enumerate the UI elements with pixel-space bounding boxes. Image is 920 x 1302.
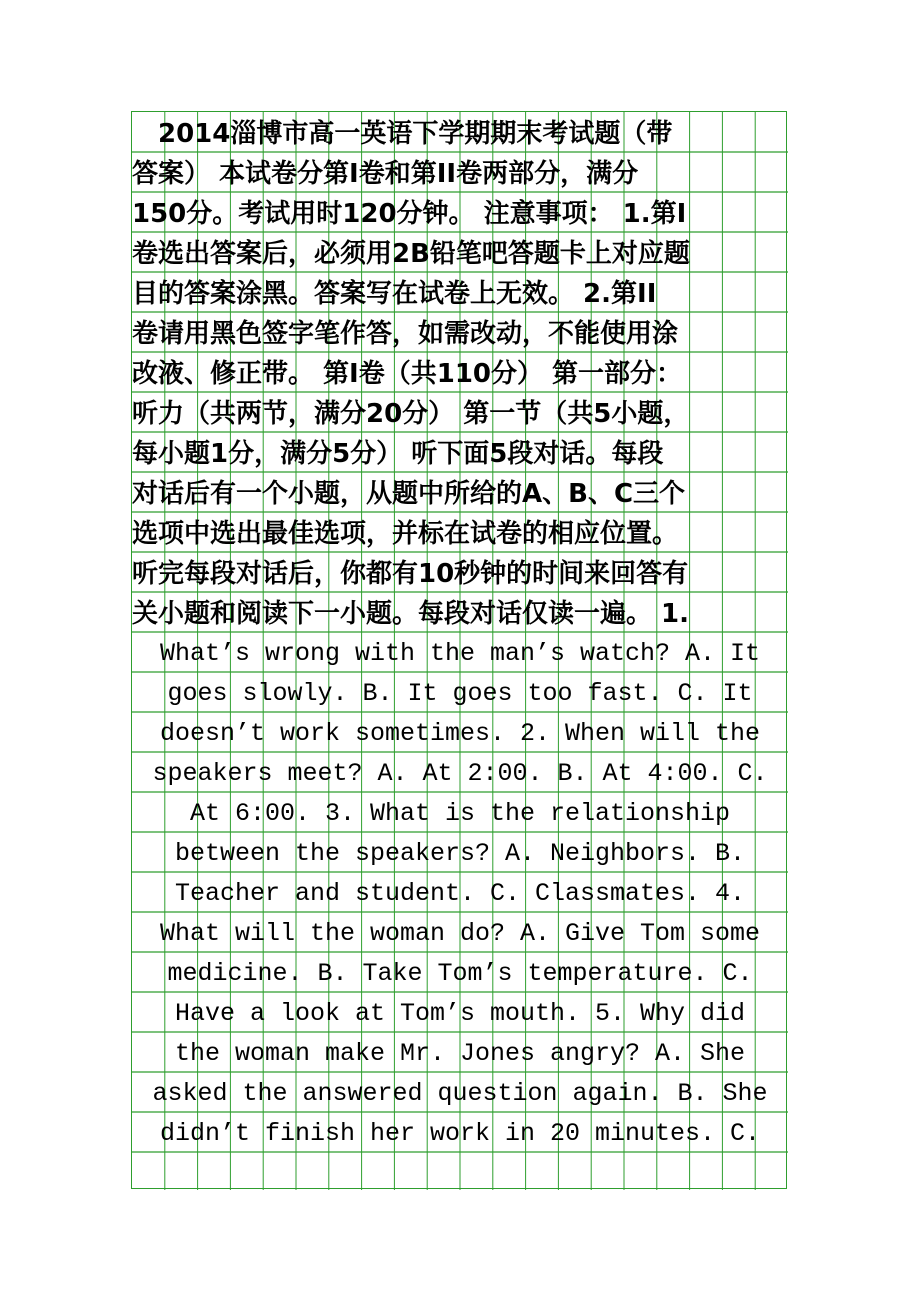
text-line: speakers meet? A. At 2:00. B. At 4:00. C. (152, 759, 768, 788)
text-line: asked the answered question again. B. She (152, 1079, 768, 1108)
text-line: 听力（共两节，满分20分） 第一节（共5小题， (132, 399, 690, 429)
text-line: 改液、修正带。 第I卷（共110分） 第一部分： (132, 359, 683, 389)
text-body (132, 112, 788, 1190)
text-line: What will the woman do? A. Give Tom some (159, 919, 761, 948)
text-line: between the speakers? A. Neighbors. B. (174, 839, 746, 868)
answer-sheet (131, 111, 787, 1189)
text-line: 对话后有一个小题，从题中所给的A、B、C三个 (132, 479, 686, 509)
text-line: What’s wrong with the man’s watch? A. It (159, 639, 761, 668)
text-line: 目的答案涂黑。答案写在试卷上无效。 2.第II (132, 279, 657, 309)
text-line: Teacher and student. C. Classmates. 4. (174, 879, 746, 908)
text-line: 答案） 本试卷分第I卷和第II卷两部分，满分 (132, 159, 639, 189)
text-line: didn’t finish her work in 20 minutes. C. (159, 1119, 761, 1148)
text-line: 每小题1分，满分5分） 听下面5段对话。每段 (132, 439, 664, 469)
text-line: 卷请用黑色签字笔作答，如需改动，不能使用涂 (132, 319, 679, 349)
text-line: 2014淄博市高一英语下学期期末考试题（带 (132, 119, 673, 149)
text-line: Have a look at Tom’s mouth. 5. Why did (174, 999, 746, 1028)
text-line: 150分。考试用时120分钟。 注意事项： 1.第I (132, 199, 687, 229)
text-line: At 6:00. 3. What is the relationship (189, 799, 731, 828)
text-line: 卷选出答案后，必须用2B铅笔吧答题卡上对应题 (132, 239, 690, 269)
text-line: 听完每段对话后，你都有10秒钟的时间来回答有 (132, 559, 689, 589)
text-line: medicine. B. Take Tom’s temperature. C. (167, 959, 753, 988)
text-line: 关小题和阅读下一小题。每段对话仅读一遍。 1. (132, 599, 690, 629)
text-line: goes slowly. B. It goes too fast. C. It (167, 679, 753, 708)
text-line: the woman make Mr. Jones angry? A. She (174, 1039, 746, 1068)
text-line: 选项中选出最佳选项，并标在试卷的相应位置。 (132, 519, 679, 549)
text-line: doesn’t work sometimes. 2. When will the (159, 719, 761, 748)
